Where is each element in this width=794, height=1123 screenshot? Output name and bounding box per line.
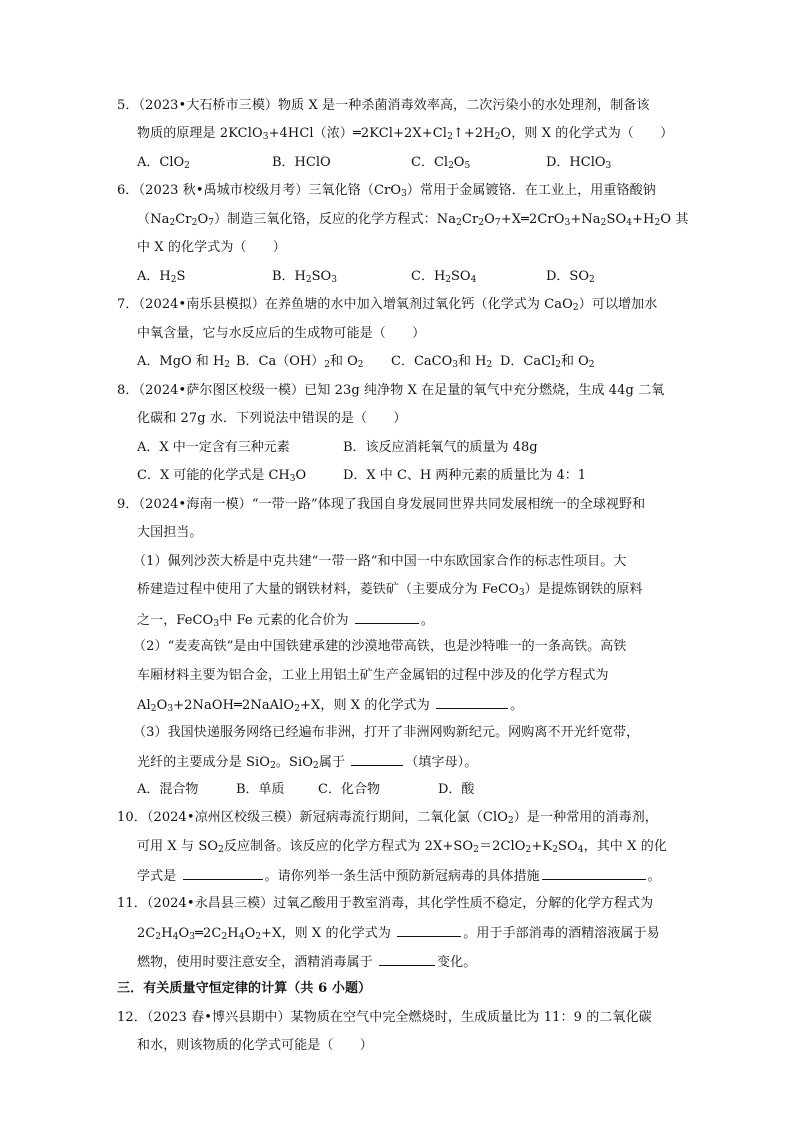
q6-option-c[interactable]: C．$H_2SO_4$ bbox=[411, 269, 477, 285]
q7-line1: 7．（2024•南乐县模拟）在养鱼塘的水中加入增氧剂过氧化钙（化学式为 CaO$_2$）可以增加水 bbox=[117, 297, 658, 313]
q8-option-c[interactable]: C．X 可能的化学式是 $CH_3O$ bbox=[137, 468, 307, 484]
q9-option-c[interactable]: C．化合物 bbox=[318, 782, 380, 797]
q9-part1-line2: 桥建造过程中使用了大量的钢铁材料，菱铁矿（主要成分为 FeCO$_3$）是提炼钢铁的原料 bbox=[137, 582, 643, 598]
q5-line2: 物质的原理是 2KClO$_3$+4HCl（浓）$═2KCl+2X+Cl_2↑+2H_2O$，则 X 的化学式为（ ） bbox=[137, 126, 674, 142]
q9-part2-line2: 车厢材料主要为铝合金，工业上用铝土矿生产金属铝的过程中涉及的化学方程式为 bbox=[137, 668, 609, 683]
q5-option-b[interactable]: B．HClO bbox=[272, 155, 331, 170]
q8-option-d[interactable]: D．X 中 C、H 两种元素的质量比为 4：1 bbox=[343, 468, 587, 483]
q12-line1: 12．（2023 春•博兴县期中）某物质在空气中完全燃烧时，生成质量比为 11：9 的二氧化碳 bbox=[117, 1010, 652, 1025]
q7-option-c[interactable]: C．CaCO$_3$和 $H_2$ bbox=[391, 354, 493, 370]
answer-blank[interactable] bbox=[355, 609, 419, 624]
q7-option-d[interactable]: D．CaCl$_2$和 $O_2$ bbox=[500, 354, 595, 370]
answer-blank[interactable] bbox=[397, 922, 461, 937]
q8-line2: 化碳和 27g 水．下列说法中错误的是（ ） bbox=[137, 411, 407, 426]
q5-option-d[interactable]: D．HClO$_3$ bbox=[546, 155, 612, 171]
q9-part1-line1: （1）佩列沙茨大桥是中克共建“一带一路”和中国一中东欧国家合作的标志性项目。大 bbox=[133, 554, 627, 569]
q9-part2-line3: $Al_2O_3+2NaOH═2NaAlO_2+X$，则 X 的化学式为 。 bbox=[137, 694, 523, 716]
section-heading: 三．有关质量守恒定律的计算（共 6 小题） bbox=[117, 981, 372, 996]
q9-option-a[interactable]: A．混合物 bbox=[137, 782, 199, 797]
q6-line3: 中 X 的化学式为（ ） bbox=[137, 240, 286, 255]
q11-line3: 燃物，使用时要注意安全，酒精消毒属于 变化。 bbox=[137, 951, 476, 973]
q6-option-b[interactable]: B．$H_2SO_3$ bbox=[272, 269, 337, 285]
q6-option-a[interactable]: A．$H_2S$ bbox=[137, 269, 186, 285]
answer-blank[interactable] bbox=[379, 951, 435, 966]
q9-line1: 9．（2024•海南一模）“一带一路”体现了我国自身发展同世界共同发展相统一的全球视野和 bbox=[117, 497, 646, 512]
q9-option-b[interactable]: B．单质 bbox=[236, 782, 285, 797]
q9-part3-line1: （3）我国快递服务网络已经遍布非洲，打开了非洲网购新纪元。网购离不开光纤宽带， bbox=[133, 725, 640, 740]
q6-line2: $(Na_2Cr_2O_7)$制造三氧化铬，反应的化学方程式：$Na_2Cr_2O_7+X═2CrO_3+Na_2SO_4+H_2O$ 其 bbox=[137, 212, 689, 228]
q7-option-b[interactable]: B．$Ca(OH)_2$和 $O_2$ bbox=[236, 354, 364, 370]
q10-line2: 可用 X 与 $SO_2$反应制备。该反应的化学方程式为 $2X+SO_2=2ClO_2+K_2SO_4$，其中 X 的化 bbox=[137, 839, 667, 855]
q10-line3: 学式是 。请你列举一条生活中预防新冠病毒的具体措施 。 bbox=[137, 865, 661, 887]
q5-line1: 5．（2023•大石桥市三模）物质 X 是一种杀菌消毒效率高，二次污染小的水处理剂，制备该 bbox=[117, 98, 650, 113]
q8-option-b[interactable]: B．该反应消耗氧气的质量为 48g bbox=[343, 440, 538, 455]
q9-option-d[interactable]: D．酸 bbox=[438, 782, 475, 797]
q9-part1-line3: 之一，FeCO$_3$中 Fe 元素的化合价为 。 bbox=[137, 609, 434, 631]
answer-blank[interactable] bbox=[542, 865, 646, 880]
q7-line2: 中氧含量，它与水反应后的生成物可能是（ ） bbox=[137, 326, 426, 341]
q11-line1: 11．（2024•永昌县三模）过氧乙酸用于教室消毒，其化学性质不稳定，分解的化学方程式为 bbox=[117, 896, 654, 911]
q8-option-a[interactable]: A．X 中一定含有三种元素 bbox=[137, 440, 290, 455]
q9-part2-line1: （2）“麦麦高铁”是由中国铁建承建的沙漠地带高铁，也是沙特唯一的一条高铁。高铁 bbox=[133, 639, 627, 654]
q9-line2: 大国担当。 bbox=[137, 525, 203, 540]
q7-option-a[interactable]: A．MgO 和 $H_2$ bbox=[137, 354, 231, 370]
q11-line2: $2C_2H_4O_3═2C_2H_4O_2+X$，则 X 的化学式为 。用于手部消毒的酒精溶液属于易 bbox=[137, 922, 660, 944]
q6-line1: 6．（2023 秋•禹城市校级月考）三氧化铬（CrO$_3$）常用于金属镀铬．在工业上，用重铬酸钠 bbox=[117, 183, 656, 199]
q5-option-c[interactable]: C．$Cl_2O_5$ bbox=[411, 155, 471, 171]
answer-blank[interactable] bbox=[351, 751, 403, 766]
q12-line2: 和水，则该物质的化学式可能是（ ） bbox=[137, 1038, 373, 1053]
answer-blank[interactable] bbox=[183, 865, 263, 880]
q9-part3-line2: 光纤的主要成分是 SiO$_2$。SiO$_2$属于 （填字母）。 bbox=[137, 751, 477, 773]
answer-blank[interactable] bbox=[436, 694, 508, 709]
q6-option-d[interactable]: D．$SO_2$ bbox=[546, 269, 595, 285]
q10-line1: 10．（2024•凉州区校级三模）新冠病毒流行期间，二氧化氯（ClO$_2$）是一种常用的消毒剂， bbox=[117, 810, 658, 826]
q8-line1: 8．（2024•萨尔图区校级一模）已知 23g 纯净物 X 在足量的氧气中充分燃烧，生成 44g 二氧 bbox=[117, 383, 665, 398]
q5-option-a[interactable]: A．ClO$_2$ bbox=[137, 155, 190, 171]
